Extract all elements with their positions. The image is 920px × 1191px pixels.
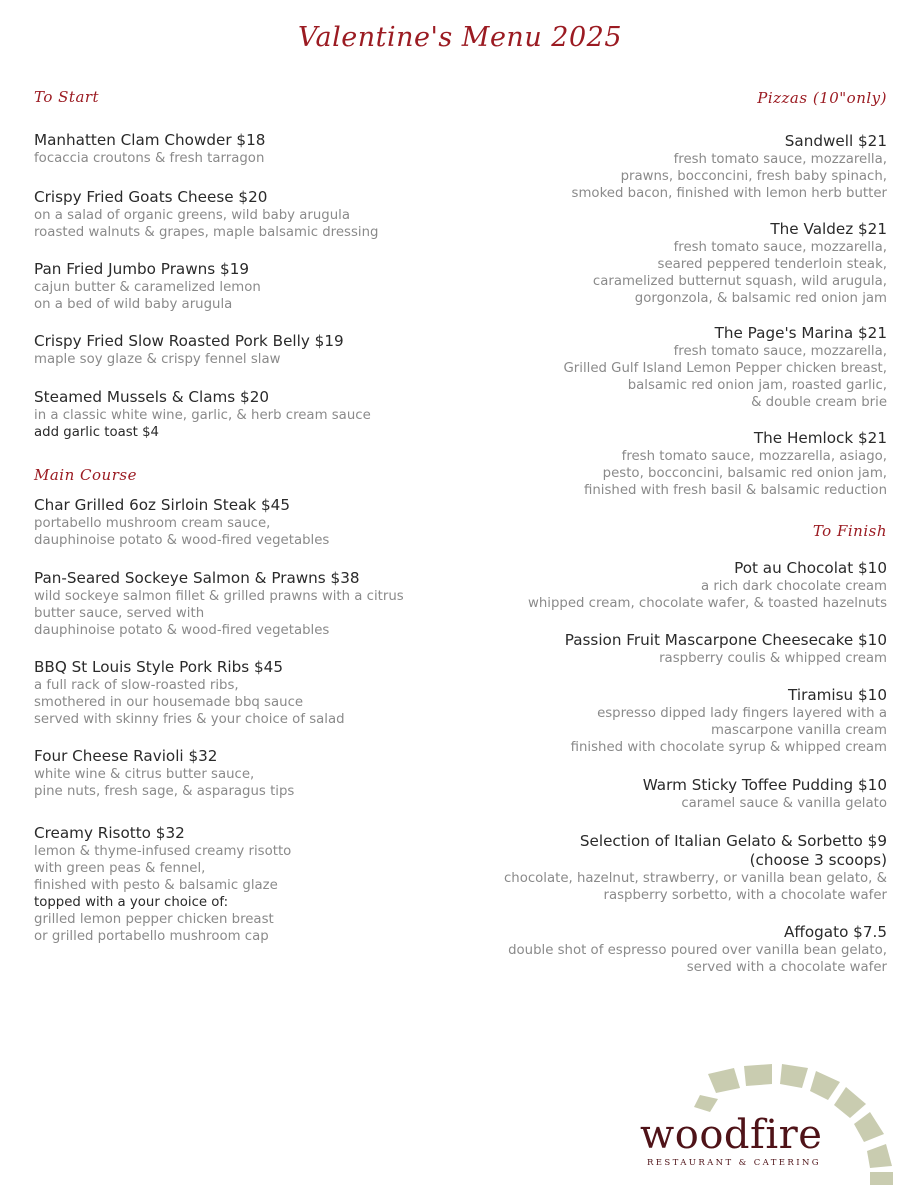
item-name: Crispy Fried Goats Cheese $20 [34, 188, 268, 206]
menu-item [34, 332, 344, 368]
item-name: Pan-Seared Sockeye Salmon & Prawns $38 [34, 569, 360, 587]
item-name: Warm Sticky Toffee Pudding $10 [642, 776, 887, 794]
item-name: Selection of Italian Gelato & Sorbetto $9 (choose 3 scoops) [579, 832, 887, 869]
item-description: wild sockeye salmon fillet & grilled prawns with a citrus butter sauce, served with dauphinoise potato & wood-fired vegetables [34, 589, 404, 638]
item-name: Crispy Fried Slow Roasted Pork Belly $19 [34, 332, 344, 350]
item-description: on a salad of organic greens, wild baby arugula roasted walnuts & grapes, maple balsamic dressing [34, 208, 379, 240]
menu-item [34, 569, 404, 639]
menu-item [508, 923, 887, 976]
item-description: in a classic white wine, garlic, & herb cream sauce [34, 408, 371, 423]
item-name: The Valdez $21 [770, 220, 887, 238]
item-description: portabello mushroom cream sauce, dauphinoise potato & wood-fired vegetables [34, 516, 330, 548]
item-addon: topped with a your choice of: [34, 895, 229, 910]
item-description: fresh tomato sauce, mozzarella, prawns, bocconcini, fresh baby spinach, smoked bacon, finished with lemon herb butter [571, 152, 887, 201]
item-name: Passion Fruit Mascarpone Cheesecake $10 [564, 631, 887, 649]
item-description: white wine & citrus butter sauce, pine nuts, fresh sage, & asparagus tips [34, 767, 295, 799]
item-name: Pan Fried Jumbo Prawns $19 [34, 260, 250, 278]
item-description: fresh tomato sauce, mozzarella, Grilled Gulf Island Lemon Pepper chicken breast, balsamic red onion jam, roasted garlic, & double cream brie [563, 344, 887, 410]
item-description: double shot of espresso poured over vanilla bean gelato, served with a chocolate wafer [508, 943, 887, 975]
menu-item [34, 496, 329, 549]
logo-tagline: RESTAURANT & CATERING [647, 1158, 821, 1168]
item-name: Affogato $7.5 [784, 923, 887, 941]
item-addon: add garlic toast $4 [34, 425, 160, 440]
item-name: The Hemlock $21 [753, 429, 887, 447]
menu-item [572, 132, 887, 202]
menu-item [34, 131, 265, 167]
menu-item [34, 388, 371, 441]
item-options: grilled lemon pepper chicken breast or grilled portabello mushroom cap [34, 912, 274, 944]
item-description: fresh tomato sauce, mozzarella, asiago, pesto, bocconcini, balsamic red onion jam, finished with fresh basil & balsamic reduction [583, 449, 887, 498]
menu-item [643, 776, 887, 812]
logo-wordmark: woodfire [640, 1112, 823, 1158]
menu-item [34, 188, 378, 241]
section-heading-to-finish: To Finish [812, 522, 887, 540]
item-name: Sandwell $21 [784, 132, 887, 150]
item-name: Manhatten Clam Chowder $18 [34, 131, 266, 149]
item-description: raspberry coulis & whipped cream [659, 651, 887, 666]
item-name: Steamed Mussels & Clams $20 [34, 388, 270, 406]
menu-item [34, 747, 294, 800]
menu-item [34, 824, 291, 945]
item-description: lemon & thyme-infused creamy risotto with green peas & fennel, finished with pesto & balsamic glaze [34, 844, 292, 893]
item-description: focaccia croutons & fresh tarragon [34, 151, 265, 166]
item-description: chocolate, hazelnut, strawberry, or vanilla bean gelato, & raspberry sorbetto, with a chocolate wafer [503, 871, 887, 903]
item-name: BBQ St Louis Style Pork Ribs $45 [34, 658, 284, 676]
item-name: The Page's Marina $21 [714, 324, 887, 342]
item-description: cajun butter & caramelized lemon on a bed of wild baby arugula [34, 280, 261, 312]
menu-item [584, 429, 887, 499]
menu-item [593, 220, 887, 307]
menu-item [571, 686, 887, 756]
menu-item [528, 559, 887, 612]
menu-item [565, 631, 887, 667]
item-description: fresh tomato sauce, mozzarella, seared peppered tenderloin steak, caramelized butternut squash, wild arugula, gorgonzola, & balsamic red onion jam [592, 240, 887, 306]
item-name: Char Grilled 6oz Sirloin Steak $45 [34, 496, 290, 514]
item-description: a rich dark chocolate cream whipped cream, chocolate wafer, & toasted hazelnuts [527, 579, 887, 611]
item-name: Pot au Chocolat $10 [734, 559, 887, 577]
section-heading-to-start: To Start [34, 88, 100, 106]
section-heading-main-course: Main Course [34, 466, 137, 484]
menu-item [34, 260, 261, 313]
menu-item [504, 832, 887, 904]
item-name: Creamy Risotto $32 [34, 824, 185, 842]
item-name: Tiramisu $10 [788, 686, 887, 704]
item-description: caramel sauce & vanilla gelato [681, 796, 887, 811]
menu-item [563, 324, 887, 411]
item-description: espresso dipped lady fingers layered with a mascarpone vanilla cream finished with chocolate syrup & whipped cream [570, 706, 887, 755]
item-name: Four Cheese Ravioli $32 [34, 747, 218, 765]
item-description: maple soy glaze & crispy fennel slaw [34, 352, 281, 367]
menu-item [34, 658, 345, 728]
section-heading-pizzas: Pizzas (10"only) [757, 89, 887, 107]
item-description: a full rack of slow-roasted ribs, smothered in our housemade bbq sauce served with skinny fries & your choice of salad [34, 678, 345, 727]
menu-title: Valentine's Menu 2025 [297, 22, 623, 53]
